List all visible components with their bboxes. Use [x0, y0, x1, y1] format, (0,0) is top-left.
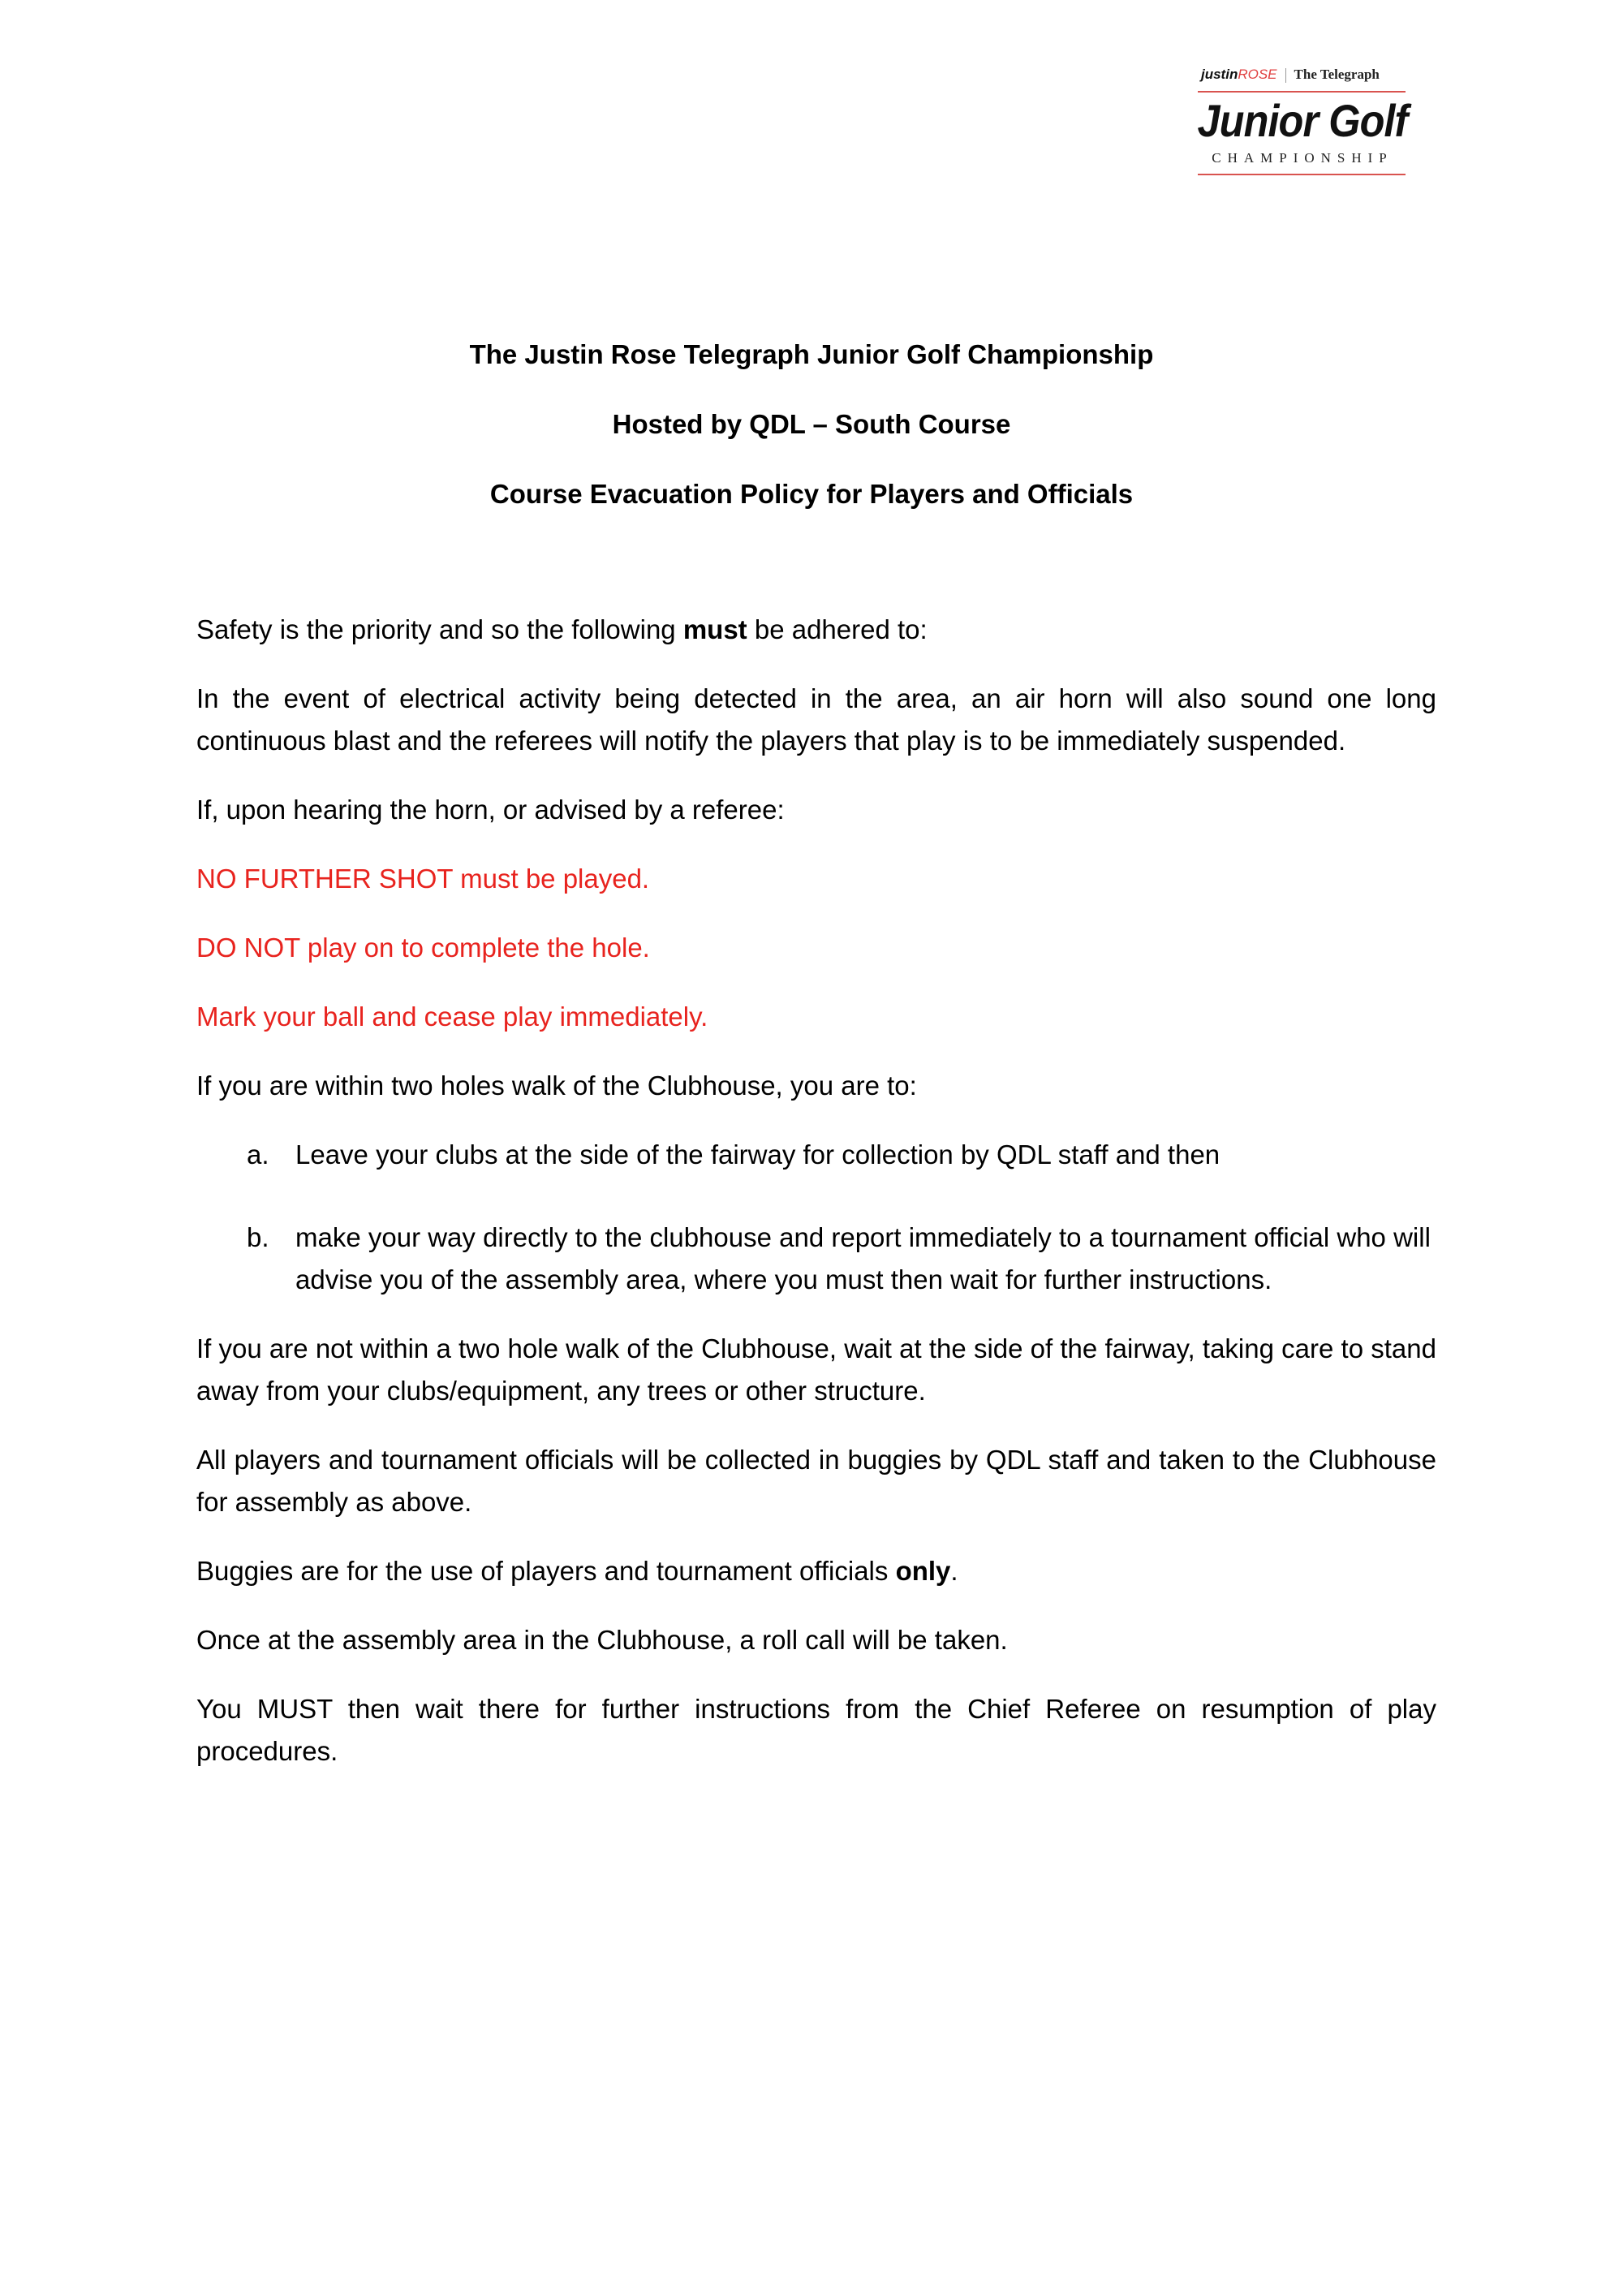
championship-logo: [1169, 58, 1436, 180]
document-subtitle: Course Evacuation Policy for Players and Officials: [489, 479, 1134, 509]
list-item: [196, 1134, 1436, 1176]
roll-call-paragraph: Once at the assembly area in the Clubhouse, a roll call will be taken.: [196, 1625, 1008, 1655]
logo-rule-bottom: [1198, 174, 1406, 175]
warning-do-not-play-on: DO NOT play on to complete the hole.: [196, 933, 650, 963]
logo-separator: [1285, 68, 1286, 83]
document-title: The Justin Rose Telegraph Junior Golf Championship: [469, 339, 1154, 369]
logo-sub-text: CHAMPIONSHIP: [1212, 150, 1393, 166]
logo-telegraph-text: The Telegraph: [1294, 67, 1380, 82]
document-host: Hosted by QDL – South Course: [612, 409, 1011, 439]
logo-main-text: Junior Golf: [1197, 95, 1408, 146]
buggies-emphasis: only: [895, 1556, 951, 1586]
logo-rose-text: ROSE: [1238, 67, 1277, 82]
buggies-text-after: .: [950, 1556, 958, 1586]
warning-no-further-shot: NO FURTHER SHOT must be played.: [196, 864, 650, 894]
warning-mark-ball: Mark your ball and cease play immediately.: [196, 1002, 708, 1032]
logo-justin-text: justin: [1201, 67, 1238, 82]
not-within-paragraph: If you are not within a two hole walk of the Clubhouse, wait at the side of the fairway, taking care to stand away from your clubs/equipment, any trees or other structure.: [196, 1333, 1436, 1406]
document-header: [0, 333, 1623, 542]
list-marker: a.: [247, 1139, 269, 1170]
instruction-list: [196, 1134, 1436, 1301]
air-horn-paragraph: In the event of electrical activity being detected in the area, an air horn will also sound one long continuous blast and the referees will notify the players that play is to be immediately suspended.: [196, 683, 1436, 756]
list-item-text: make your way directly to the clubhouse and report immediately to a tournament official who will advise you of the assembly area, where you must then wait for further instructions.: [295, 1222, 1431, 1294]
buggies-use-paragraph: [196, 1550, 1436, 1592]
intro-emphasis: must: [682, 614, 747, 644]
list-marker: b.: [247, 1222, 269, 1252]
buggies-collection-paragraph: All players and tournament officials will be collected in buggies by QDL staff and taken to the Clubhouse for assembly as above.: [196, 1445, 1436, 1517]
wait-instructions-paragraph: You MUST then wait there for further instructions from the Chief Referee on resumption of play procedures.: [196, 1694, 1436, 1766]
logo-sponsor-line: [1201, 63, 1436, 86]
intro-paragraph: [196, 609, 1436, 651]
document-body: [196, 609, 1436, 1799]
horn-condition-paragraph: If, upon hearing the horn, or advised by a referee:: [196, 795, 785, 825]
list-item: [196, 1217, 1436, 1301]
intro-text-before: Safety is the priority and so the following: [196, 614, 683, 644]
intro-text-after: be adhered to:: [747, 614, 928, 644]
list-item-text: Leave your clubs at the side of the fairway for collection by QDL staff and then: [295, 1139, 1220, 1170]
two-holes-paragraph: If you are within two holes walk of the Clubhouse, you are to:: [196, 1070, 917, 1101]
logo-rule-top: [1198, 91, 1406, 93]
buggies-text-before: Buggies are for the use of players and tournament officials: [196, 1556, 896, 1586]
